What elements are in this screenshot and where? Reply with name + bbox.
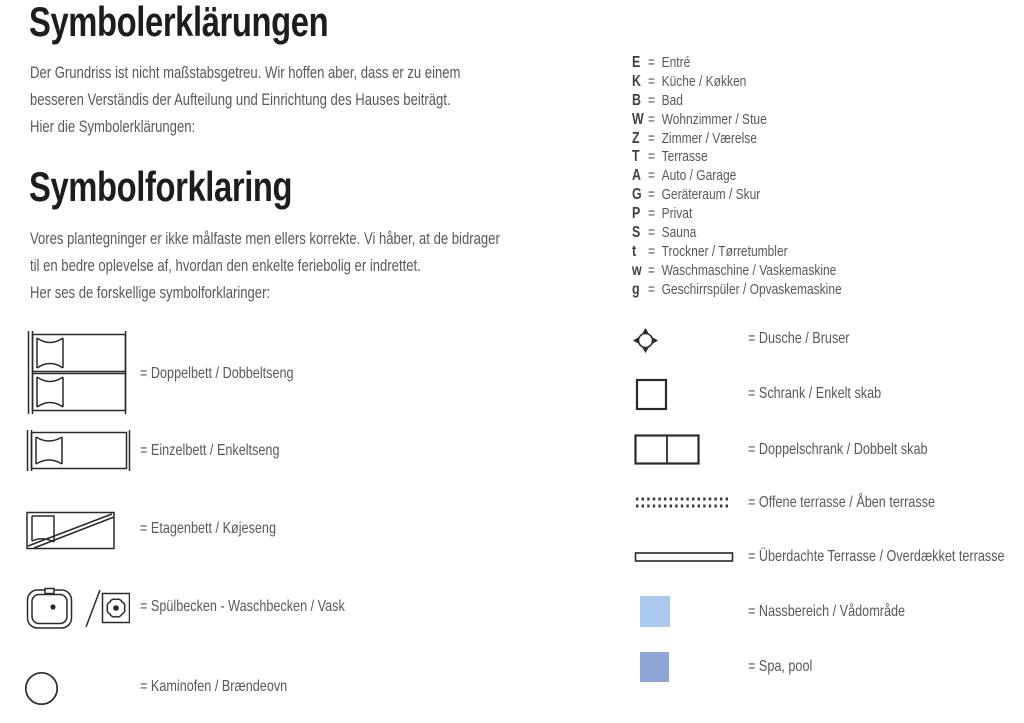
- single-bed-icon: [26, 430, 132, 471]
- abbreviation-row: [632, 243, 842, 262]
- abbr-equals: =: [648, 280, 656, 298]
- abbr-letter: T: [632, 148, 640, 166]
- legend-label: = Nassbereich / Vådområde: [748, 603, 906, 620]
- double-bed-icon: [27, 331, 127, 414]
- abbreviation-row: [632, 262, 842, 281]
- abbr-equals: =: [648, 72, 656, 90]
- intro-paragraph-german: [30, 59, 460, 140]
- open-terrace-icon: [634, 496, 732, 509]
- abbr-letter: W: [632, 110, 644, 128]
- abbreviation-row: [632, 167, 842, 186]
- abbr-label: Auto / Garage: [661, 167, 737, 185]
- wet-area-icon: [640, 596, 670, 627]
- abbreviation-row: [632, 281, 842, 300]
- abbr-equals: =: [648, 148, 656, 166]
- legend-label: = Doppelbett / Dobbeltseng: [140, 365, 294, 382]
- sink-washbasin-icon: [26, 586, 130, 630]
- abbr-label: Privat: [661, 205, 693, 223]
- intro-german-line: Der Grundriss ist nicht maßstabsgetreu. Wir hoffen aber, dass er zu einem: [30, 63, 461, 82]
- legend-label: = Einzelbett / Enkeltseng: [140, 442, 280, 459]
- abbr-letter: K: [632, 72, 641, 90]
- legend-label: = Etagenbett / Køjeseng: [140, 520, 276, 537]
- intro-german-line: besseren Verständis der Aufteilung und Einrichtung des Hauses beiträgt.: [30, 90, 451, 109]
- intro-danish-line: Her ses de forskellige symbolforklaringer:: [30, 283, 271, 302]
- abbr-equals: =: [648, 167, 656, 185]
- abbreviation-row: [632, 186, 842, 205]
- abbr-label: Terrasse: [661, 148, 708, 166]
- abbr-letter: A: [632, 167, 641, 185]
- abbreviation-row: [632, 224, 842, 243]
- abbr-equals: =: [648, 110, 656, 128]
- abbr-equals: =: [648, 186, 656, 204]
- intro-german-line: Hier die Symbolerklärungen:: [30, 117, 196, 136]
- legend-label: = Kaminofen / Brændeovn: [140, 678, 288, 695]
- double-wardrobe-icon: [634, 434, 700, 465]
- abbreviation-row: [632, 54, 842, 73]
- abbr-letter: g: [632, 280, 640, 298]
- abbr-letter: E: [632, 54, 641, 71]
- abbr-equals: =: [648, 91, 656, 109]
- abbr-equals: =: [648, 54, 656, 71]
- abbreviation-row: [632, 92, 842, 111]
- legend-label: = Spülbecken - Waschbecken / Vask: [140, 598, 345, 615]
- legend-label: = Schrank / Enkelt skab: [748, 385, 882, 402]
- intro-paragraph-danish: [30, 225, 500, 306]
- abbr-label: Wohnzimmer / Stue: [661, 110, 767, 128]
- legend-label: = Offene terrasse / Åben terrasse: [748, 494, 936, 511]
- wardrobe-icon: [635, 378, 668, 411]
- page-title-danish: Symbolforklaring: [29, 163, 293, 210]
- abbr-label: Geräteraum / Skur: [661, 186, 761, 204]
- abbr-label: Sauna: [661, 224, 697, 242]
- legend-label: = Doppelschrank / Dobbelt skab: [748, 441, 928, 458]
- abbr-letter: B: [632, 91, 641, 109]
- abbr-label: Zimmer / Værelse: [661, 129, 757, 147]
- abbr-letter: Z: [632, 129, 640, 147]
- abbr-letter: w: [632, 261, 642, 279]
- abbr-label: Geschirrspüler / Opvaskemaskine: [661, 280, 842, 298]
- abbr-equals: =: [648, 205, 656, 223]
- abbreviation-row: [632, 148, 842, 167]
- abbreviation-row: [632, 205, 842, 224]
- legend-label: = Spa, pool: [748, 658, 813, 675]
- shower-icon: [632, 327, 659, 354]
- abbreviation-row: [632, 73, 842, 92]
- abbr-letter: t: [632, 242, 637, 260]
- abbr-label: Bad: [661, 91, 683, 109]
- abbr-label: Trockner / Tørretumbler: [661, 242, 788, 260]
- abbr-letter: P: [632, 205, 641, 223]
- intro-danish-line: til en bedre oplevelse af, hvordan den enkelte feriebolig er indrettet.: [30, 256, 421, 275]
- legend-label: = Dusche / Bruser: [748, 330, 850, 347]
- abbr-letter: G: [632, 186, 642, 204]
- abbr-equals: =: [648, 224, 656, 242]
- abbreviation-row: [632, 111, 842, 130]
- covered-terrace-icon: [634, 551, 735, 563]
- abbr-letter: S: [632, 224, 641, 242]
- abbr-equals: =: [648, 242, 656, 260]
- page-title-german: Symbolerklärungen: [29, 0, 329, 45]
- bunk-bed-icon: [26, 511, 116, 550]
- abbr-label: Entré: [661, 54, 691, 71]
- abbr-label: Waschmaschine / Vaskemaskine: [661, 261, 837, 279]
- abbr-label: Küche / Køkken: [661, 72, 747, 90]
- wood-stove-icon: [24, 671, 59, 706]
- intro-danish-line: Vores plantegninger er ikke målfaste men ellers korrekte. Vi håber, at de bidrager: [30, 229, 500, 248]
- abbreviation-list: [632, 54, 894, 300]
- spa-pool-icon: [640, 652, 669, 682]
- abbr-equals: =: [648, 129, 656, 147]
- abbr-equals: =: [648, 261, 656, 279]
- legend-label: = Überdachte Terrasse / Overdækket terrasse: [748, 548, 1005, 565]
- abbreviation-row: [632, 130, 842, 149]
